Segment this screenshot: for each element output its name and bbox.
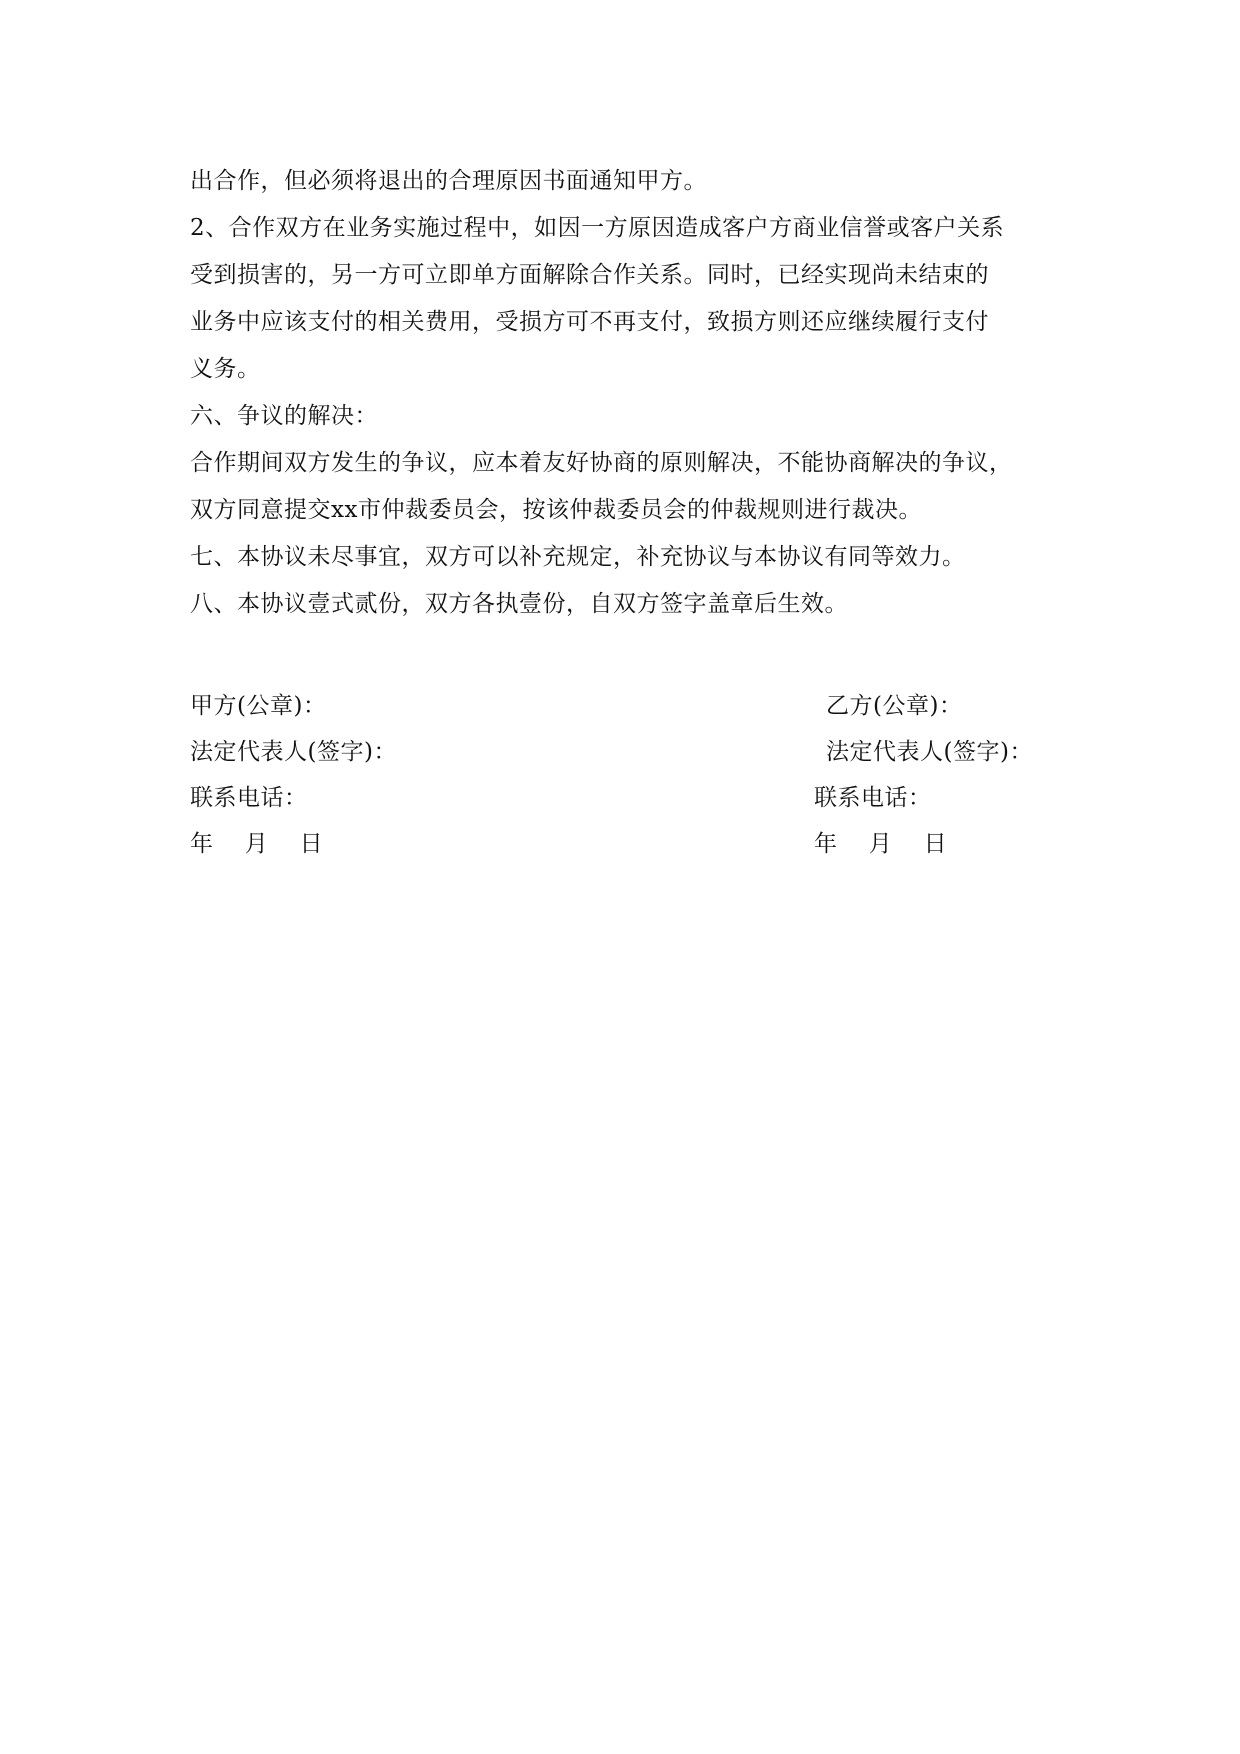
party-b-signature: [814, 683, 1033, 867]
section-copies: 八、本协议壹式贰份，双方各执壹份，自双方签字盖章后生效。: [190, 591, 848, 617]
party-a-legal-rep-label: 法定代表人(签字)：: [190, 739, 397, 765]
paragraph-line: 合作期间双方发生的争议，应本着友好协商的原则解决，不能协商解决的争议，: [190, 450, 1013, 476]
party-b-seal-label: 乙方(公章)：: [826, 693, 963, 719]
paragraph-line: 义务。: [190, 356, 261, 382]
party-a-date-label: 年 月 日: [190, 831, 324, 857]
paragraph-line: 双方同意提交xx市仲裁委员会，按该仲裁委员会的仲裁规则进行裁决。: [190, 497, 922, 523]
section-supplementary: 七、本协议未尽事宜，双方可以补充规定，补充协议与本协议有同等效力。: [190, 544, 966, 570]
signature-block: [190, 683, 1090, 883]
party-a-signature: [190, 683, 397, 867]
section-heading-dispute: 六、争议的解决：: [190, 403, 378, 429]
party-a-phone-label: 联系电话：: [190, 785, 308, 811]
party-a-seal-label: 甲方(公章)：: [190, 693, 327, 719]
paragraph-line: 2、合作双方在业务实施过程中，如因一方原因造成客户方商业信誉或客户关系: [190, 215, 1005, 241]
paragraph-line: 业务中应该支付的相关费用，受损方可不再支付，致损方则还应继续履行支付: [190, 309, 989, 335]
paragraph-line: 出合作，但必须将退出的合理原因书面通知甲方。: [190, 168, 707, 194]
party-b-date-label: 年 月 日: [814, 831, 948, 857]
party-b-legal-rep-label: 法定代表人(签字)：: [826, 739, 1033, 765]
agreement-body: [190, 158, 1090, 628]
party-b-phone-label: 联系电话：: [814, 785, 932, 811]
paragraph-line: 受到损害的，另一方可立即单方面解除合作关系。同时，已经实现尚未结束的: [190, 262, 989, 288]
